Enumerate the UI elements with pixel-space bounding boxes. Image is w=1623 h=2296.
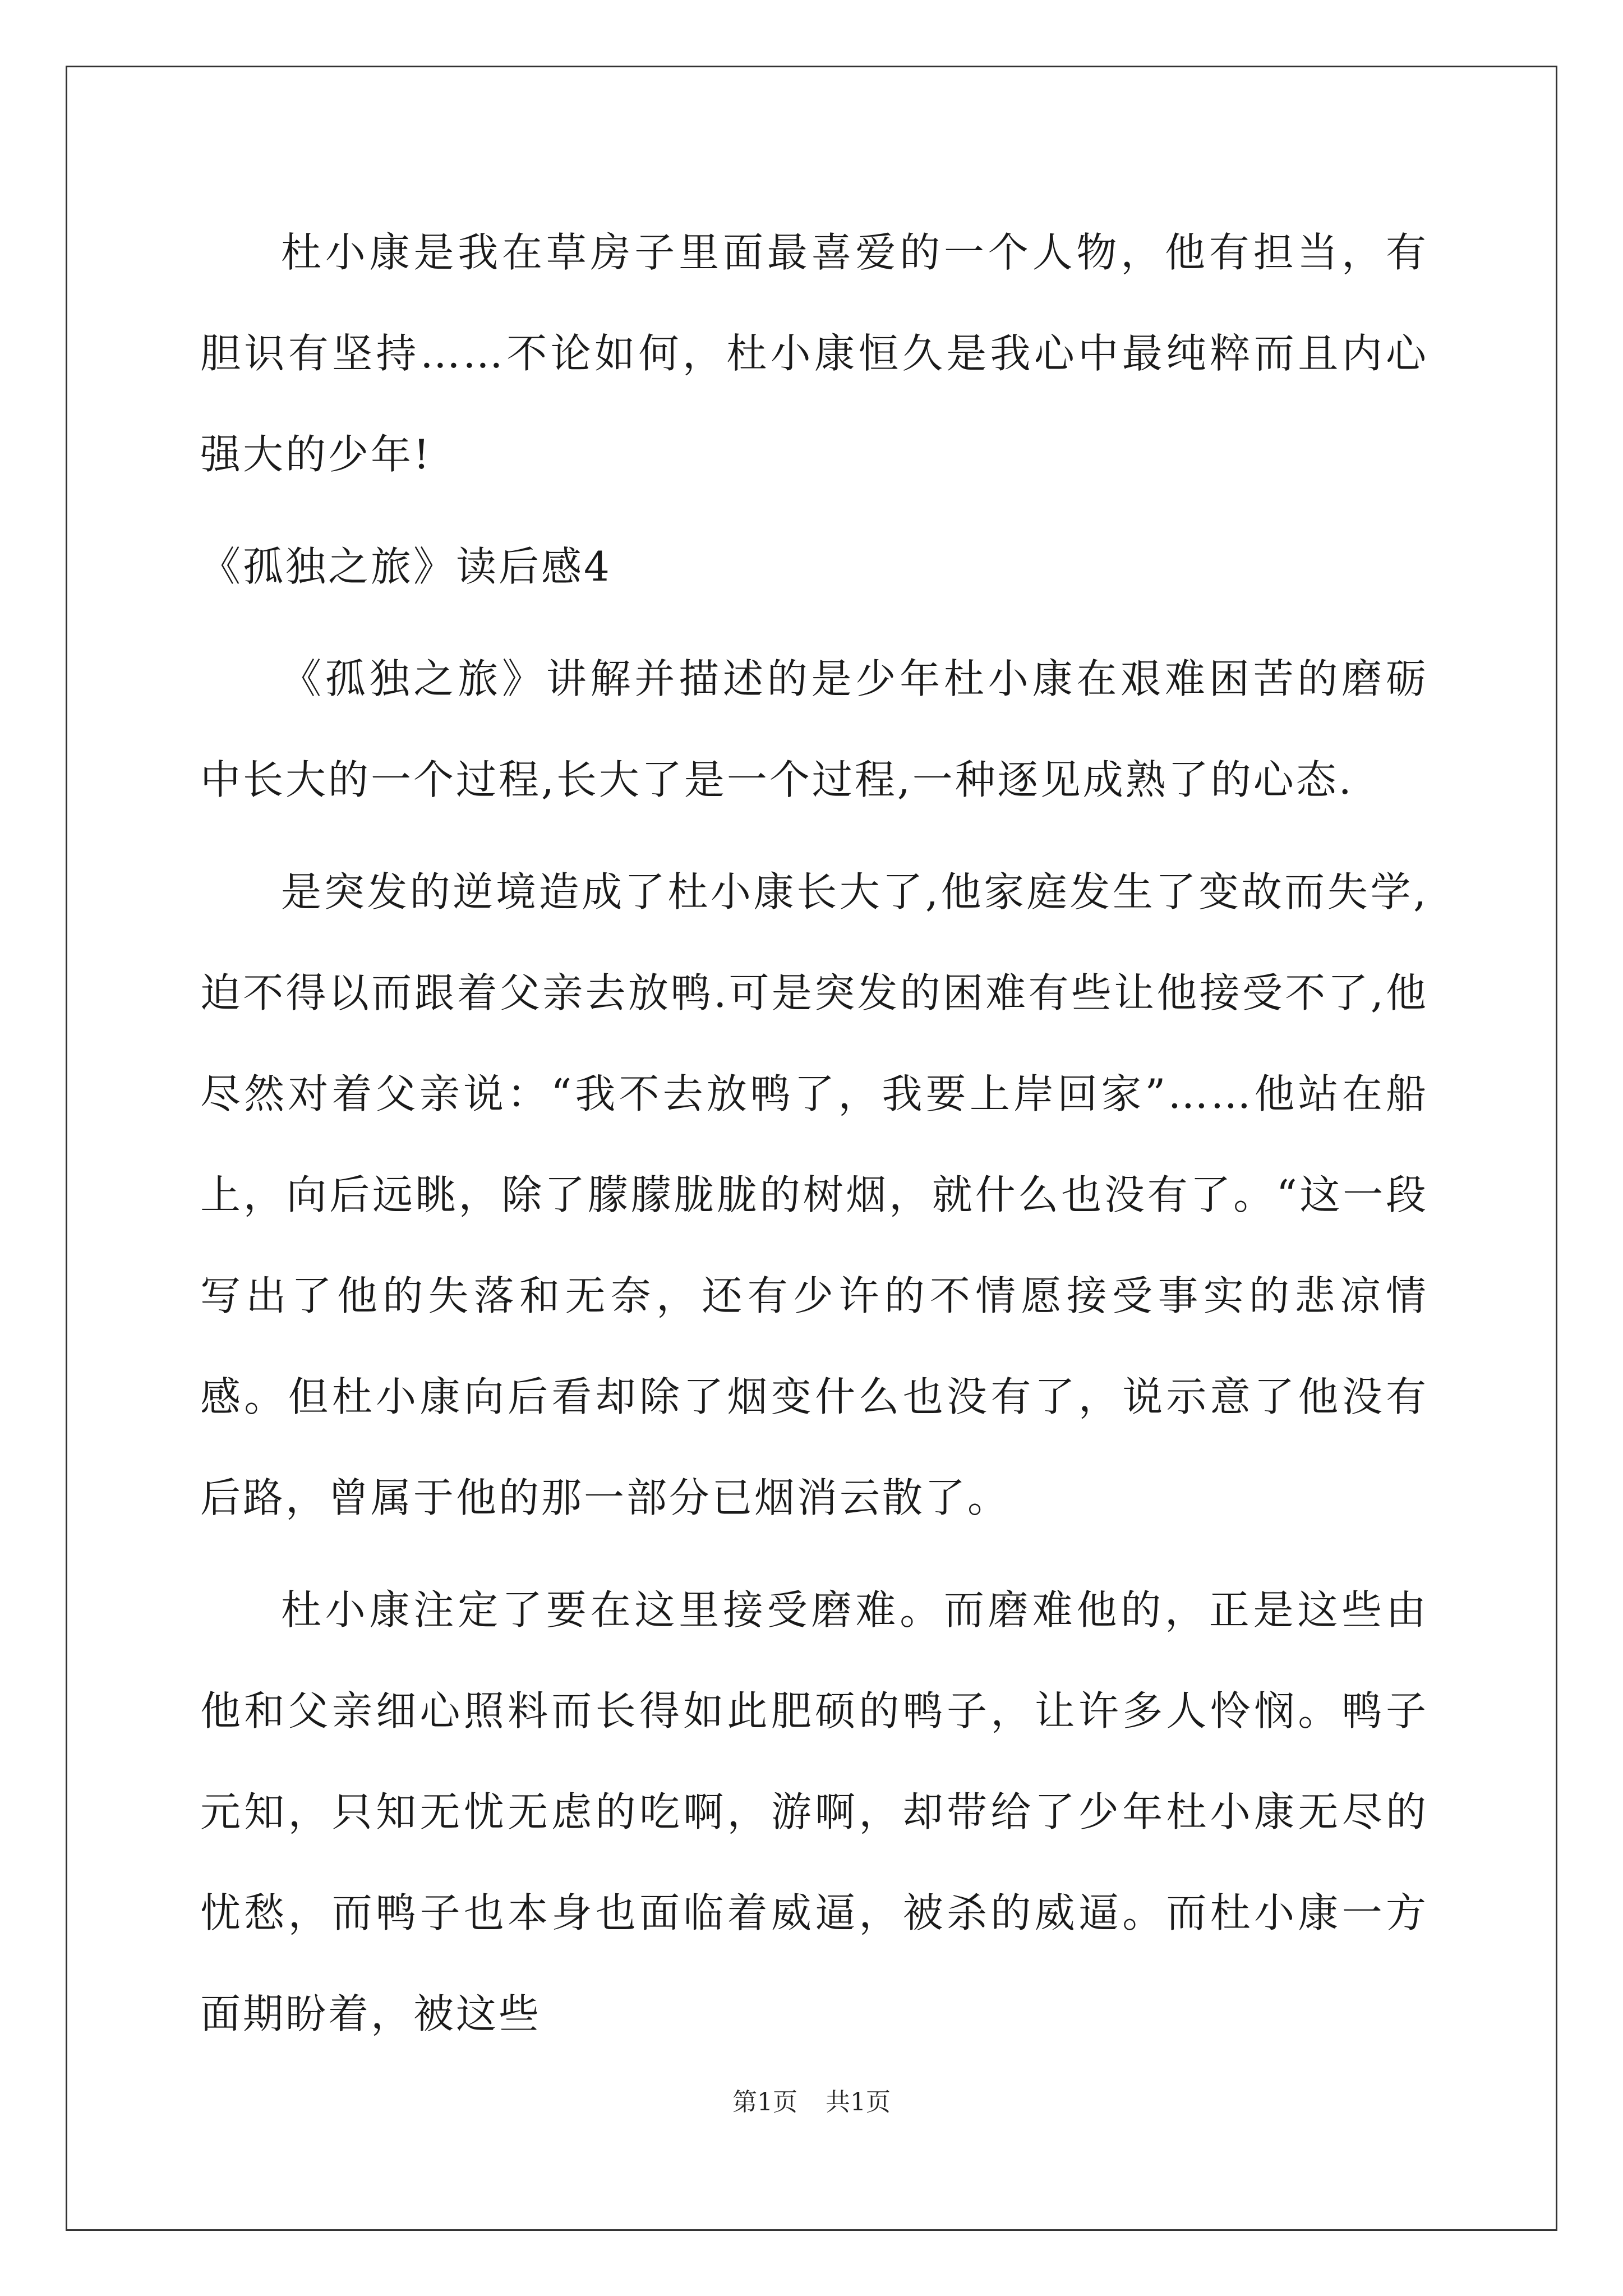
paragraph-gap (200, 617, 1428, 628)
paragraph-4: 杜小康注定了要在这里接受磨难。而磨难他的，正是这些由他和父亲细心照料而长得如此肥硕的鸭子，让许多人怜悯。鸭子元知，只知无忧无虑的吃啊，游啊，却带给了少年杜小康无尽的忧愁，而鸭子也本身也面临着威逼，被杀的威逼。而杜小康一方面期盼着，被这些 (200, 1586, 1428, 2037)
paragraph-gap (200, 830, 1428, 841)
paragraph-1: 杜小康是我在草房子里面最喜爱的一个人物，他有担当，有胆识有坚持……不论如何，杜小康恒久是我心中最纯粹而且内心强大的少年! (200, 229, 1428, 478)
paragraph-gap (200, 505, 1428, 516)
document-body (200, 202, 1428, 2064)
paragraph-gap (200, 1548, 1428, 1559)
page-number: 第1页 (732, 2088, 797, 2116)
section-heading: 《孤独之旅》读后感4 (200, 543, 612, 590)
paragraph-3: 是突发的逆境造成了杜小康长大了,他家庭发生了变故而失学,迫不得以而跟着父亲去放鸭.可是突发的困难有些让他接受不了,他尽然对着父亲说：“我不去放鸭了，我要上岸回家”……他站在船上，向后远眺，除了朦朦胧胧的树烟，就什么也没有了。“这一段写出了他的失落和无奈，还有少许的不情愿接受事实的悲凉情感。但杜小康向后看却除了烟变什么也没有了，说示意了他没有后路，曾属于他的那一部分已烟消云散了。 (200, 868, 1428, 1521)
page-total: 共1页 (826, 2088, 891, 2116)
paragraph-2: 《孤独之旅》讲解并描述的是少年杜小康在艰难困苦的磨砺中长大的一个过程,长大了是一个过程,一种逐见成熟了的心态. (200, 655, 1428, 803)
page-footer (0, 2086, 1623, 2119)
